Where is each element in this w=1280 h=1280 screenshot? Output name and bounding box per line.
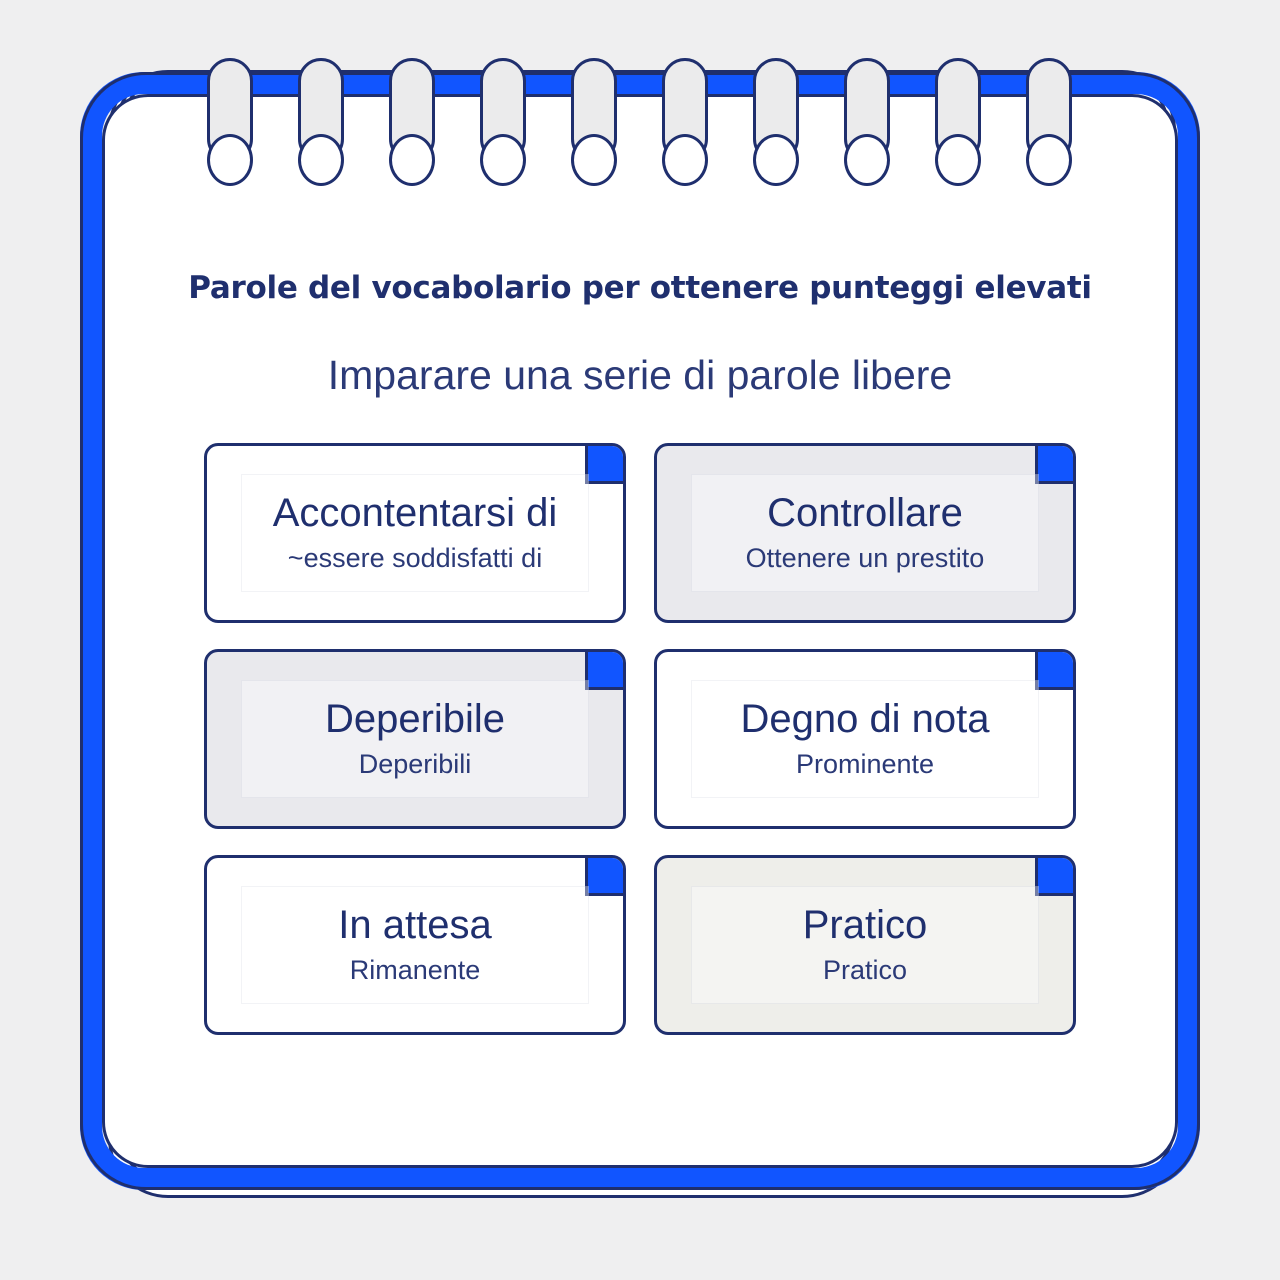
spiral-ring-loop xyxy=(571,134,617,186)
spiral-ring xyxy=(1026,58,1072,188)
card-gloss: Deperibili xyxy=(358,749,472,780)
spiral-ring-loop xyxy=(935,134,981,186)
spiral-ring-loop xyxy=(207,134,253,186)
folded-corner-icon xyxy=(1035,856,1075,896)
card-gloss: Ottenere un prestito xyxy=(745,543,985,574)
card-word: Pratico xyxy=(802,903,928,948)
spiral-ring xyxy=(935,58,981,188)
spiral-ring xyxy=(389,58,435,188)
vocabulary-card[interactable] xyxy=(654,649,1076,829)
card-word: Deperibile xyxy=(324,697,506,742)
card-gloss: Pratico xyxy=(822,955,908,986)
card-word: Accontentarsi di xyxy=(272,491,558,536)
folded-corner-icon xyxy=(585,444,625,484)
folded-corner-icon xyxy=(585,856,625,896)
spiral-ring-loop xyxy=(753,134,799,186)
folded-corner-icon xyxy=(1035,444,1075,484)
card-word: In attesa xyxy=(338,903,492,948)
vocabulary-card[interactable] xyxy=(654,443,1076,623)
page-subtitle: Imparare una serie di parole libere xyxy=(327,352,953,398)
spiral-ring-loop xyxy=(480,134,526,186)
spiral-ring xyxy=(662,58,708,188)
notepad-content xyxy=(150,270,1130,1035)
card-gloss: Prominente xyxy=(795,749,935,780)
card-word: Degno di nota xyxy=(740,697,990,742)
vocabulary-card-grid xyxy=(150,443,1130,1035)
spiral-ring-loop xyxy=(1026,134,1072,186)
spiral-ring xyxy=(298,58,344,188)
spiral-ring xyxy=(207,58,253,188)
vocabulary-card[interactable] xyxy=(204,855,626,1035)
spiral-ring-loop xyxy=(662,134,708,186)
spiral-ring xyxy=(571,58,617,188)
card-gloss: ~essere soddisfatti di xyxy=(287,543,543,574)
page-title: Parole del vocabolario per ottenere punteggi elevati xyxy=(188,270,1092,306)
spiral-ring xyxy=(480,58,526,188)
card-gloss: Rimanente xyxy=(349,955,481,986)
spiral-ring-loop xyxy=(844,134,890,186)
vocabulary-card[interactable] xyxy=(654,855,1076,1035)
spiral-ring-loop xyxy=(389,134,435,186)
folded-corner-icon xyxy=(1035,650,1075,690)
vocabulary-card[interactable] xyxy=(204,443,626,623)
card-word: Controllare xyxy=(767,491,963,536)
spiral-ring xyxy=(844,58,890,188)
vocabulary-card[interactable] xyxy=(204,649,626,829)
spiral-ring xyxy=(753,58,799,188)
spiral-ring-loop xyxy=(298,134,344,186)
folded-corner-icon xyxy=(585,650,625,690)
